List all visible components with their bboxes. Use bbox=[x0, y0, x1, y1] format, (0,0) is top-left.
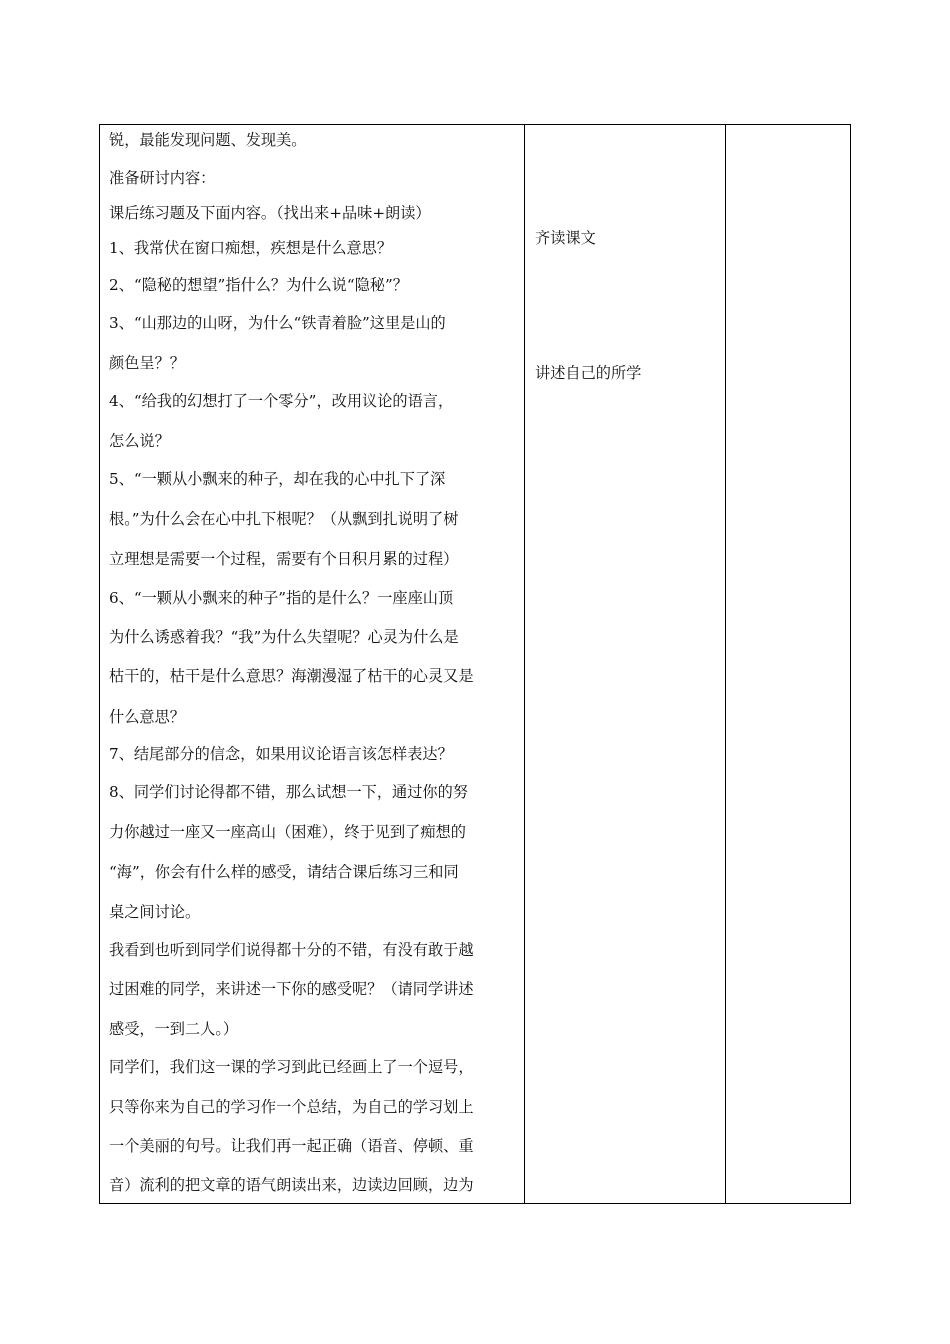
remarks-column bbox=[726, 125, 850, 1203]
text-line: 7、结尾部分的信念，如果用议论语言该怎样表达？ bbox=[109, 745, 453, 763]
text-line: 同学们，我们这一课的学习到此已经画上了一个逗号， bbox=[109, 1058, 474, 1076]
text-line: 4、“给我的幻想打了一个零分”，改用议论的语言， bbox=[109, 392, 454, 410]
text-line: 5、“一颗从小飘来的种子，却在我的心中扎下了深 bbox=[109, 470, 446, 488]
text-line: 锐，最能发现问题、发现美。 bbox=[109, 131, 307, 149]
text-line: 课后练习题及下面内容。（找出来+品味+朗读） bbox=[109, 204, 431, 222]
text-line: 什么意思？ bbox=[109, 708, 185, 726]
text-line: 过困难的同学，来讲述一下你的感受呢？（请同学讲述 bbox=[109, 980, 474, 998]
text-line: 8、同学们讨论得都不错，那么试想一下，通过你的努 bbox=[109, 783, 468, 801]
text-line: 立理想是需要一个过程，需要有个日积月累的过程） bbox=[109, 550, 459, 568]
text-line: 怎么说？ bbox=[109, 432, 170, 450]
text-line: “海”，你会有什么样的感受，请结合课后练习三和同 bbox=[109, 863, 459, 881]
text-line: 为什么诱惑着我？“我”为什么失望呢？心灵为什么是 bbox=[109, 628, 459, 646]
text-line: 桌之间讨论。 bbox=[109, 903, 201, 921]
student-note: 讲述自己的所学 bbox=[535, 364, 642, 382]
text-line: 准备研讨内容： bbox=[109, 169, 216, 187]
student-activity-column bbox=[525, 125, 725, 1203]
text-line: 只等你来为自己的学习作一个总结，为自己的学习划上 bbox=[109, 1098, 474, 1116]
lesson-plan-table bbox=[99, 124, 851, 1204]
text-line: 6、“一颗从小飘来的种子”指的是什么？一座座山顶 bbox=[109, 589, 454, 607]
student-note: 齐读课文 bbox=[535, 229, 596, 247]
text-line: 根。”为什么会在心中扎下根呢？（从飘到扎说明了树 bbox=[109, 510, 459, 528]
text-line: 我看到也听到同学们说得都十分的不错，有没有敢于越 bbox=[109, 941, 474, 959]
text-line: 一个美丽的句号。让我们再一起正确（语音、停顿、重 bbox=[109, 1137, 474, 1155]
text-line: 枯干的，枯干是什么意思？海潮漫湿了枯干的心灵又是 bbox=[109, 667, 474, 685]
text-line: 音）流利的把文章的语气朗读出来，边读边回顾，边为 bbox=[109, 1176, 474, 1194]
text-line: 3、“山那边的山呀，为什么“铁青着脸”这里是山的 bbox=[109, 314, 446, 332]
text-line: 力你越过一座又一座高山（困难），终于见到了痴想的 bbox=[109, 823, 466, 841]
text-line: 颜色呈？？ bbox=[109, 354, 185, 372]
text-line: 1、我常伏在窗口痴想，疾想是什么意思？ bbox=[109, 239, 393, 257]
text-line: 感受，一到二人。） bbox=[109, 1020, 239, 1038]
text-line: 2、“隐秘的想望”指什么？为什么说“隐秘”？ bbox=[109, 276, 408, 294]
teacher-activity-column bbox=[100, 125, 524, 1203]
